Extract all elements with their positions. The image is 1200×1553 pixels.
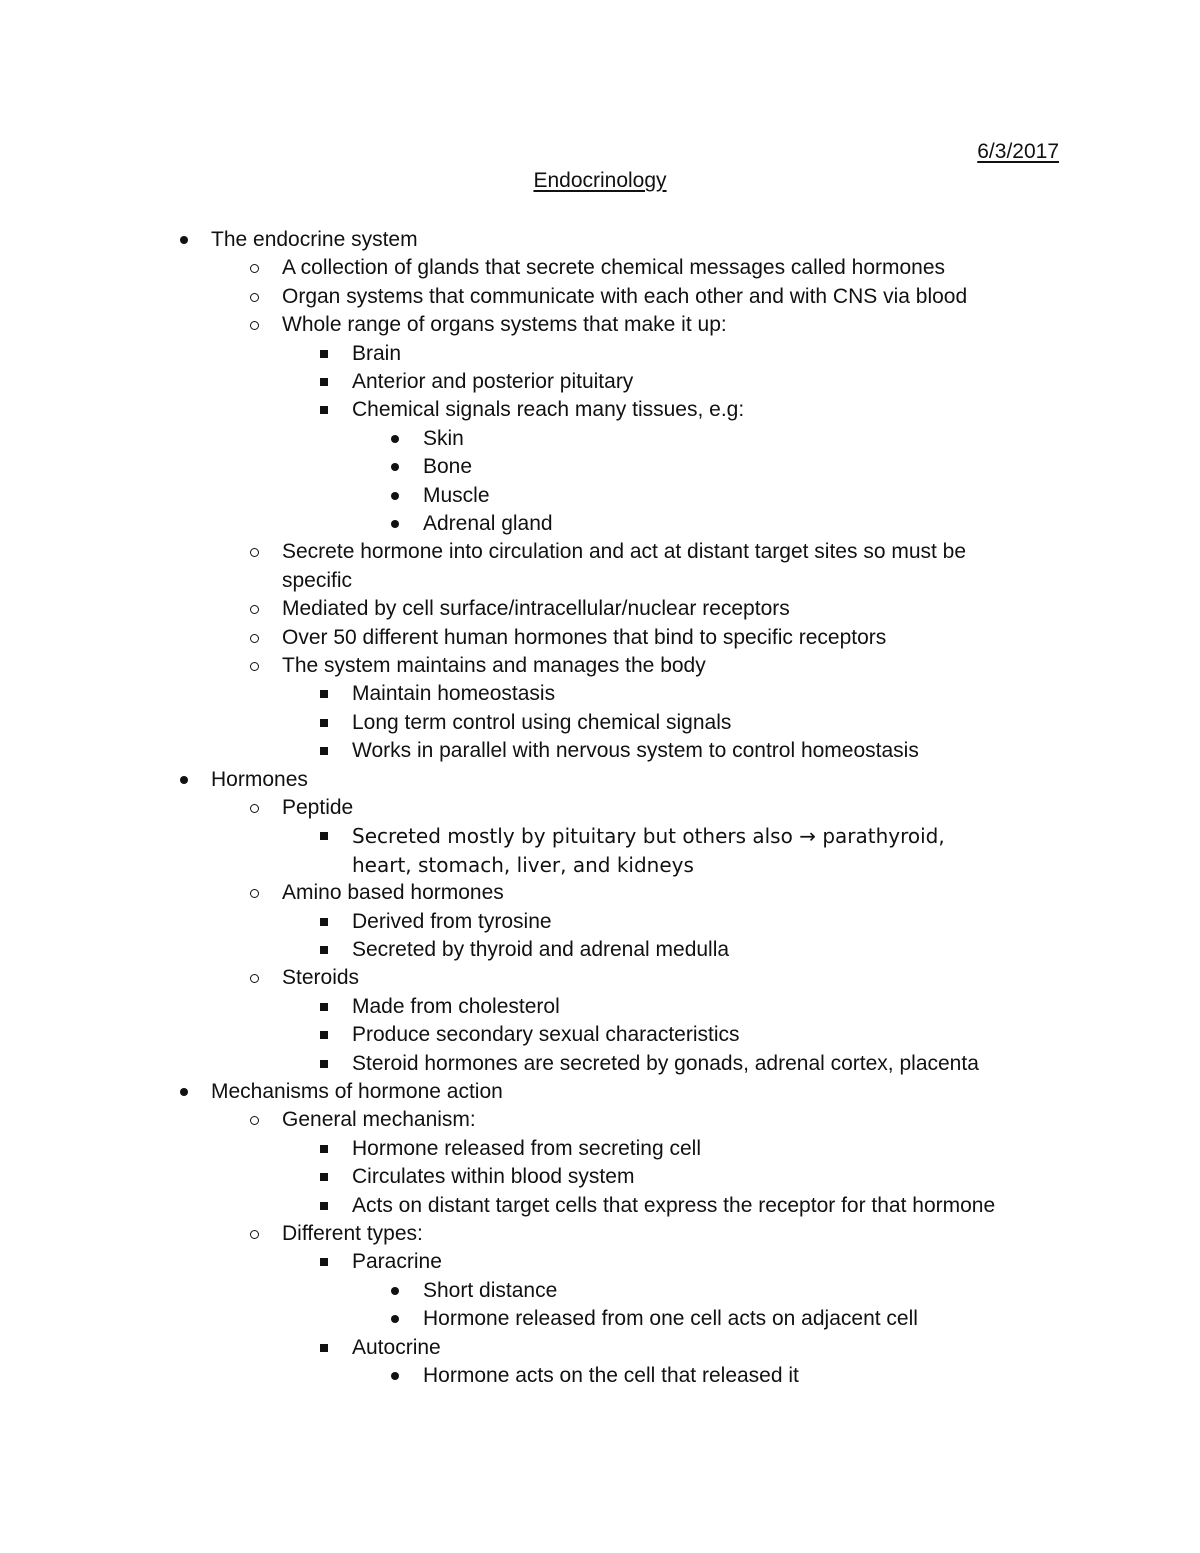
outline-item-text: Short distance (423, 1278, 558, 1302)
outline-item-text: Hormone acts on the cell that released it (423, 1364, 799, 1387)
bullet-square-icon (320, 690, 328, 698)
outline-item-level-3 (352, 908, 552, 936)
outline-item-level-4 (423, 482, 490, 510)
outline-item-text: Bone (423, 455, 473, 479)
bullet-square-icon (320, 1202, 328, 1210)
outline-item-text: Made from cholesterol (352, 994, 560, 1018)
bullet-square-icon (320, 832, 328, 840)
bullet-disc-icon (391, 520, 399, 528)
outline-item-text: Circulates within blood system (352, 1165, 635, 1189)
outline-item-level-3 (352, 709, 731, 737)
outline-item-level-3 (352, 822, 945, 851)
outline-item-level-1 (211, 766, 308, 794)
outline-item-level-3 (352, 737, 919, 765)
bullet-disc-icon (180, 1088, 188, 1096)
outline-item-level-4 (423, 1362, 799, 1390)
outline-item-level-3 (352, 368, 633, 396)
outline-item-text: Mechanisms of hormone action (211, 1080, 503, 1103)
outline-item-level-3 (352, 1135, 701, 1163)
outline-item-text: Mediated by cell surface/intracellular/nuclear receptors (282, 597, 790, 621)
outline-item-level-3 (352, 1021, 740, 1049)
bullet-circle-icon (250, 662, 259, 671)
outline-item-text: Muscle (423, 483, 490, 507)
bullet-square-icon (320, 747, 328, 755)
outline-item-text: Brain (352, 341, 402, 365)
outline-item-text: Produce secondary sexual characteristics (352, 1023, 740, 1047)
outline-item-text: Adrenal gland (423, 512, 553, 535)
bullet-circle-icon (250, 293, 259, 302)
outline-item-level-2 (282, 567, 352, 595)
outline-item-level-4 (423, 1277, 557, 1305)
outline-item-text: Over 50 different human hormones that bind to specific receptors (282, 625, 887, 649)
bullet-square-icon (320, 719, 328, 727)
bullet-circle-icon (250, 321, 259, 330)
outline-item-level-2 (282, 538, 966, 566)
outline-item-text: General mechanism: (282, 1108, 476, 1132)
bullet-disc-icon (391, 435, 399, 443)
outline-item-level-4 (423, 453, 472, 481)
outline-item-text: Anterior and posterior pituitary (352, 370, 634, 393)
outline-item-level-2 (282, 964, 359, 992)
bullet-square-icon (320, 946, 328, 954)
outline-item-level-3 (352, 993, 560, 1021)
bullet-circle-icon (250, 634, 259, 643)
outline-item-text: specific (282, 568, 353, 592)
outline-item-level-3 (352, 851, 694, 880)
outline-item-text: Maintain homeostasis (352, 682, 556, 706)
bullet-circle-icon (250, 1116, 259, 1125)
bullet-circle-icon (250, 264, 259, 273)
outline-item-level-4 (423, 425, 464, 453)
bullet-square-icon (320, 1145, 328, 1153)
bullet-square-icon (320, 1003, 328, 1011)
outline-item-text: The endocrine system (211, 228, 418, 251)
outline-item-level-3 (352, 936, 729, 964)
outline-item-text: Peptide (282, 796, 354, 819)
bullet-square-icon (320, 1173, 328, 1181)
outline-item-text: Autocrine (352, 1335, 441, 1359)
bullet-disc-icon (391, 1287, 399, 1295)
bullet-square-icon (320, 406, 328, 414)
outline-item-level-2 (282, 1220, 423, 1248)
outline-item-text: Hormone released from secreting cell (352, 1136, 701, 1160)
bullet-disc-icon (180, 776, 188, 784)
bullet-disc-icon (391, 463, 399, 471)
bullet-disc-icon (391, 1372, 399, 1380)
document-title: Endocrinology (533, 169, 667, 192)
bullet-disc-icon (391, 492, 399, 500)
bullet-circle-icon (250, 605, 259, 614)
bullet-square-icon (320, 350, 328, 358)
bullet-square-icon (320, 1344, 328, 1352)
outline-item-text: A collection of glands that secrete chemical messages called hormones (282, 256, 946, 280)
bullet-square-icon (320, 1060, 328, 1068)
outline-item-level-2 (282, 794, 353, 822)
outline-item-level-4 (423, 510, 553, 538)
outline-item-level-3 (352, 680, 555, 708)
outline-item-text: Acts on distant target cells that express the receptor for that hormone (352, 1193, 996, 1217)
outline-item-level-3 (352, 340, 401, 368)
outline-item-text: Amino based hormones (282, 881, 504, 905)
outline-item-text: heart, stomach, liver, and kidneys (352, 852, 694, 877)
outline-item-level-3 (352, 396, 744, 424)
bullet-circle-icon (250, 889, 259, 898)
outline-item-text: Skin (423, 426, 464, 450)
outline-item-text: Long term control using chemical signals (352, 710, 732, 734)
bullet-square-icon (320, 918, 328, 926)
outline-item-text: Paracrine (352, 1250, 442, 1274)
outline-item-level-3 (352, 1334, 441, 1362)
outline-item-level-3 (352, 1192, 995, 1220)
outline-item-text: The system maintains and manages the body (282, 654, 706, 677)
outline-item-text: Different types: (282, 1222, 423, 1245)
outline-item-level-2 (282, 311, 727, 339)
bullet-square-icon (320, 1258, 328, 1266)
bullet-circle-icon (250, 1230, 259, 1239)
outline-item-text: Works in parallel with nervous system to control homeostasis (352, 739, 919, 763)
outline-item-level-3 (352, 1163, 634, 1191)
outline-item-level-2 (282, 879, 504, 907)
outline-item-text: Secrete hormone into circulation and act at distant target sites so must be (282, 540, 967, 564)
outline-item-level-4 (423, 1305, 918, 1333)
outline-item-level-2 (282, 595, 790, 623)
bullet-square-icon (320, 1031, 328, 1039)
bullet-circle-icon (250, 548, 259, 557)
outline-item-level-2 (282, 254, 945, 282)
outline-item-level-1 (211, 1078, 503, 1106)
outline-item-level-2 (282, 624, 886, 652)
outline-item-text: Organ systems that communicate with each other and with CNS via blood (282, 284, 968, 308)
outline-item-text: Steroids (282, 966, 360, 990)
outline-item-text: Secreted by thyroid and adrenal medulla (352, 938, 730, 961)
outline-item-level-2 (282, 652, 706, 680)
outline-item-text: Chemical signals reach many tissues, e.g: (352, 398, 745, 422)
outline-item-text: Hormone released from one cell acts on adjacent cell (423, 1307, 918, 1331)
outline-item-level-3 (352, 1248, 442, 1276)
bullet-circle-icon (250, 974, 259, 983)
outline-item-text: Steroid hormones are secreted by gonads, adrenal cortex, placenta (352, 1051, 979, 1075)
outline-item-text: Whole range of organs systems that make it up: (282, 313, 727, 337)
bullet-disc-icon (180, 236, 188, 244)
bullet-circle-icon (250, 804, 259, 813)
outline-item-level-2 (282, 283, 967, 311)
outline-item-level-1 (211, 226, 418, 254)
document-date: 6/3/2017 (977, 140, 1059, 163)
outline-item-level-3 (352, 1050, 979, 1078)
outline-item-level-2 (282, 1106, 476, 1134)
bullet-square-icon (320, 378, 328, 386)
outline-item-text: Derived from tyrosine (352, 909, 552, 933)
bullet-disc-icon (391, 1315, 399, 1323)
outline-item-text: Hormones (211, 767, 308, 791)
outline-item-text: Secreted mostly by pituitary but others also → parathyroid, (352, 824, 945, 849)
